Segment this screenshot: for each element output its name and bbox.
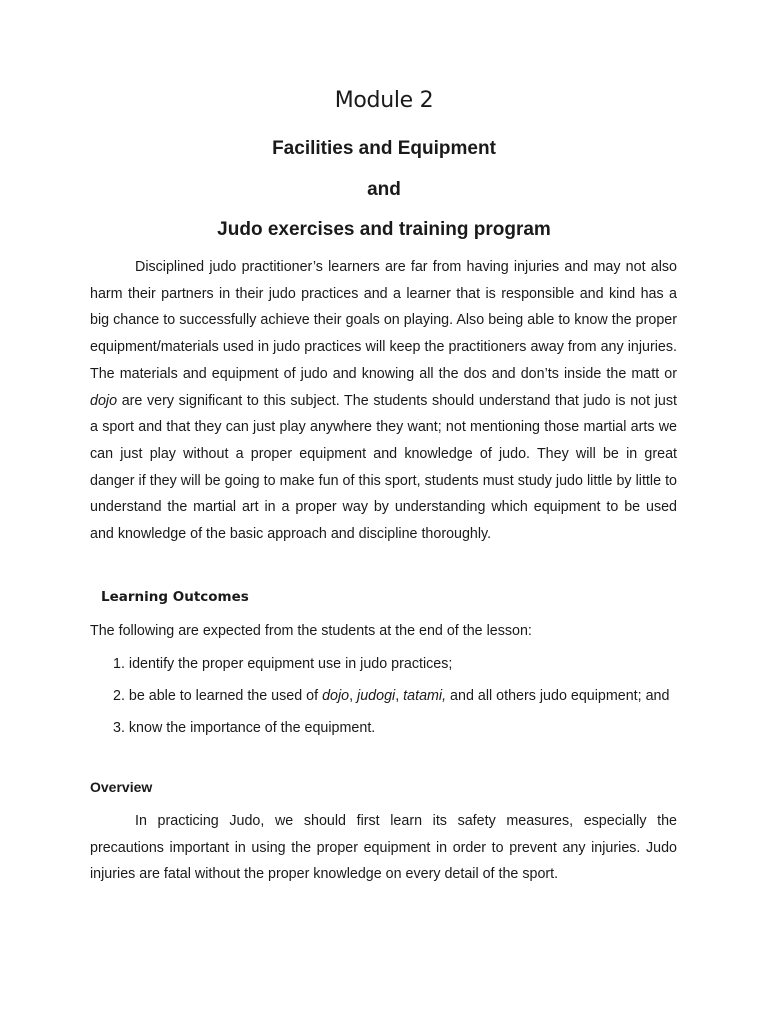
- learning-outcomes-heading: Learning Outcomes: [101, 589, 249, 605]
- intro-paragraph: [90, 254, 677, 548]
- module-title: Module 2: [334, 88, 434, 113]
- learning-outcomes-lead: The following are expected from the students at the end of the lesson:: [90, 623, 532, 639]
- subtitle-judo-exercises: Judo exercises and training program: [217, 219, 551, 240]
- outcome-term-tatami: tatami,: [403, 688, 447, 704]
- subtitle-facilities: Facilities and Equipment: [272, 138, 496, 159]
- outcome-item-3: 3. know the importance of the equipment.: [113, 720, 376, 736]
- outcome-sep-2: ,: [395, 688, 404, 704]
- outcome-item-2: [113, 686, 677, 707]
- overview-heading: Overview: [90, 779, 153, 795]
- outcome-item-1: 1. identify the proper equipment use in judo practices;: [113, 656, 453, 672]
- learning-outcomes-list: [113, 654, 677, 750]
- outcome-sep-1: ,: [349, 688, 358, 704]
- overview-paragraph: In practicing Judo, we should first learn its safety measures, especially the precautions important in using the proper equipment in order to prevent any injuries. Judo injuries are fatal without the proper knowledge on every detail of the sport.: [90, 813, 677, 883]
- outcome-term-judogi: judogi: [357, 688, 396, 704]
- outcome-item-2-suffix: and all others judo equipment; and: [446, 688, 670, 704]
- outcome-term-dojo: dojo: [322, 688, 350, 704]
- intro-text-part2: are very significant to this subject. The students should understand that judo is not just a sport and that they can just play anywhere they want; not mentioning those martial arts we can just play without a proper equipment and knowledge of judo. They will be in great danger if they will be going to make fun of this sport, students must study judo little by little to understand the martial art in a proper way by understanding which equipment to be used and knowledge of the basic approach and discipline thoroughly.: [90, 392, 677, 543]
- outcome-item-2-prefix: 2. be able to learned the used of: [113, 688, 323, 704]
- intro-text-part1: Disciplined judo practitioner’s learners are far from having injuries and may not also harm their partners in their judo practices and a learner that is responsible and kind has a big chance to successfully achieve their goals on playing. Also being able to know the proper equipment/materials used in judo practices will keep the practitioners away from any injuries. The materials and equipment of judo and knowing all the dos and don’ts inside the matt or: [90, 259, 677, 382]
- intro-italic-dojo: dojo: [90, 392, 118, 409]
- subtitle-and: and: [367, 179, 401, 200]
